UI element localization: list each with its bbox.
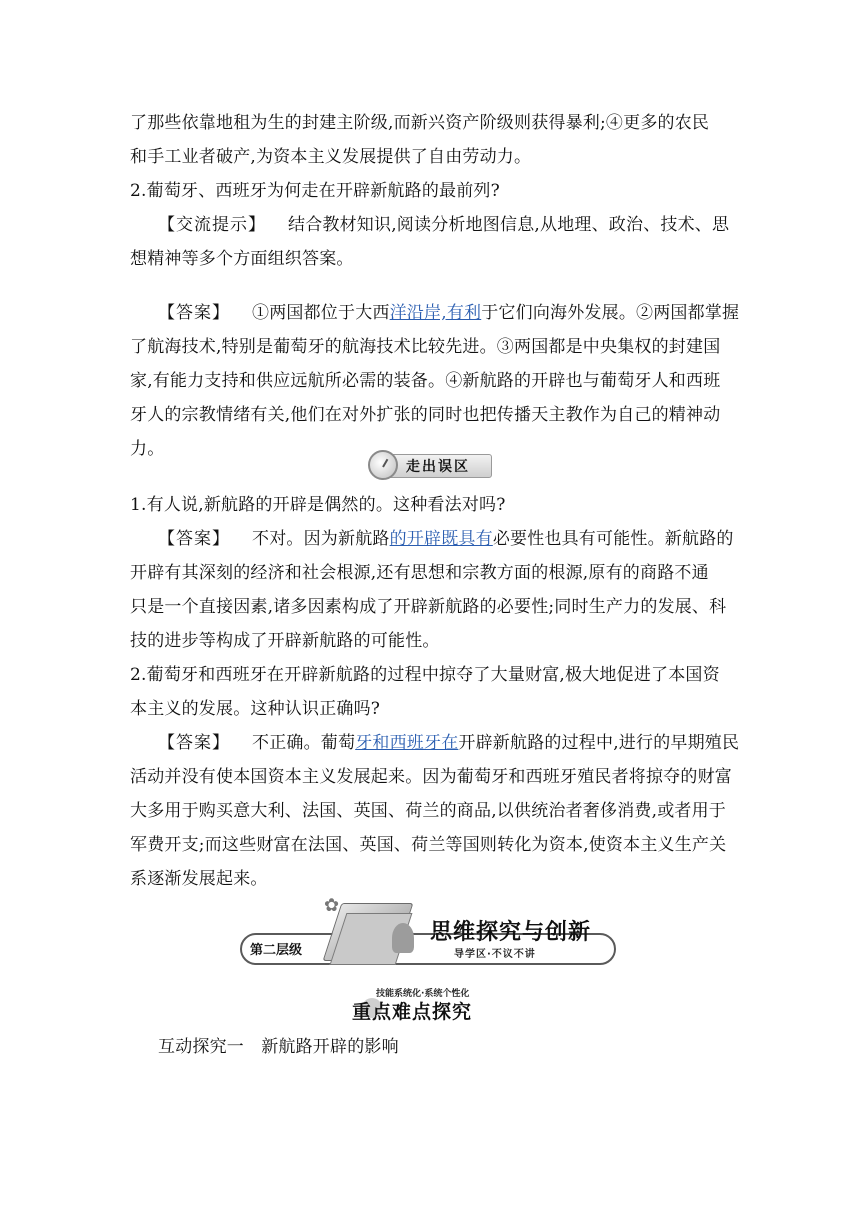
answer-tag: 【答案】 (158, 733, 230, 753)
answer-line (158, 726, 739, 760)
question-m1: 1.有人说,新航路的开辟是偶然的。这种看法对吗? (130, 495, 506, 515)
answer-text: 开辟新航路的过程中,进行的早期殖民 (458, 733, 740, 753)
key-section-heading (352, 986, 512, 1026)
text-line: 开辟有其深刻的经济和社会根源,还有思想和宗教方面的根源,原有的商路不通 (130, 563, 709, 583)
text-line: 大多用于购买意大利、法国、英国、荷兰的商品,以供统治者奢侈消费,或者用于 (130, 801, 727, 821)
text-line: 本主义的发展。这种认识正确吗? (130, 699, 381, 719)
question-m2: 2.葡萄牙和西班牙在开辟新航路的过程中掠夺了大量财富,极大地促进了本国资 (130, 665, 720, 685)
hint-line (158, 208, 729, 242)
answer-text: 必要性也具有可能性。新航路的 (492, 529, 734, 549)
hint-text: 结合教材知识,阅读分析地图信息,从地理、政治、技术、思 (288, 215, 730, 235)
text-line: 活动并没有使本国资本主义发展起来。因为葡萄牙和西班牙殖民者将掠夺的财富 (130, 767, 732, 787)
text-line: 和手工业者破产,为资本主义发展提供了自由劳动力。 (130, 147, 532, 167)
inline-link[interactable]: 洋沿岸,有利 (389, 303, 482, 323)
banner-label: 走出误区 (406, 459, 470, 475)
plant-icon (392, 923, 414, 953)
inquiry-heading: 互动探究一 新航路开辟的影响 (158, 1037, 399, 1057)
level-label: 第二层级 (250, 943, 303, 958)
text-line: 只是一个直接因素,诸多因素构成了开辟新航路的必要性;同时生产力的发展、科 (130, 597, 727, 617)
answer-line (158, 522, 734, 556)
answer-text: 不正确。葡萄 (252, 733, 356, 753)
level-two-banner (240, 895, 620, 973)
butterfly-icon: ✿ (324, 895, 340, 916)
banner-title: 思维探究与创新 (430, 920, 592, 945)
text-line: 技的进步等构成了开辟新航路的可能性。 (130, 631, 440, 651)
text-line: 牙人的宗教情绪有关,他们在对外扩张的同时也把传播天主教作为自己的精神动 (130, 405, 721, 425)
text-line: 军费开支;而这些财富在法国、英国、荷兰等国则转化为资本,使资本主义生产关 (130, 835, 727, 855)
question-2: 2.葡萄牙、西班牙为何走在开辟新航路的最前列? (130, 181, 500, 201)
text-line: 了那些依靠地租为生的封建主阶级,而新兴资产阶级则获得暴利;④更多的农民 (130, 113, 710, 133)
text-line: 想精神等多个方面组织答案。 (130, 249, 354, 269)
text-line: 家,有能力支持和供应远航所必需的装备。④新航路的开辟也与葡萄牙人和西班 (130, 371, 721, 391)
key-section-title: 重点难点探究 (352, 1001, 473, 1023)
text-line: 了航海技术,特别是葡萄牙的航海技术比较先进。③两国都是中央集权的封建国 (130, 337, 721, 357)
answer-text: ①两国都位于大西 (252, 303, 390, 323)
answer-text: 于它们向海外发展。②两国都掌握 (481, 303, 740, 323)
answer-tag: 【答案】 (158, 529, 230, 549)
clock-icon (368, 450, 398, 480)
hint-tag: 【交流提示】 (158, 215, 266, 235)
inline-link[interactable]: 牙和西班牙在 (355, 733, 459, 753)
text-line: 系逐渐发展起来。 (130, 869, 268, 889)
banner-subtitle: 导学区·不议不讲 (454, 949, 536, 960)
misconception-banner (366, 448, 494, 482)
key-section-tagline: 技能系统化·系统个性化 (376, 989, 470, 999)
answer-tag: 【答案】 (158, 303, 230, 323)
answer-line (158, 296, 739, 330)
answer-text: 不对。因为新航路 (252, 529, 390, 549)
text-line: 力。 (130, 439, 165, 459)
inline-link[interactable]: 的开辟既具有 (389, 529, 493, 549)
